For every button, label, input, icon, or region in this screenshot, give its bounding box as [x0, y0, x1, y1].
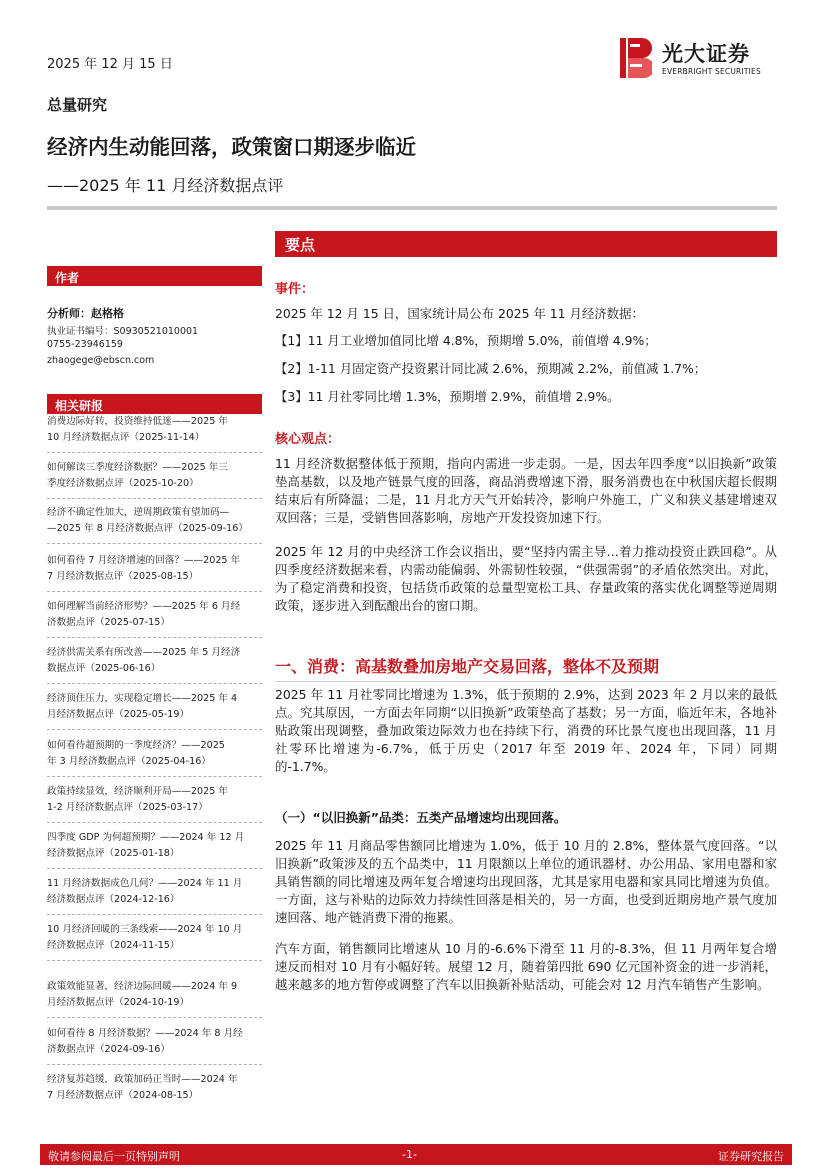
report-category: 总量研究: [47, 96, 108, 114]
report-subtitle: ——2025 年 11 月经济数据点评: [47, 176, 284, 195]
related-report-item[interactable]: 如何看待 7 月经济增速的回落？——2025 年 7 月经济数据点评（2025-08-15）: [47, 555, 241, 582]
subsection-paragraph: 2025 年 11 月商品零售额同比增速为 1.0%，低于 10 月的 2.8%，整体景气度回落。“以旧换新”政策涉及的五个品类中，11 月限额以上单位的通讯器材、办公用品、家用电器和家具销售额的同比增速及两年复合增速均出现回落，尤其是家用电器和家具同比增速为负值。一方面，这与补贴的边际效力持续性回落是相关的，另一方面，也受到近期房地产景气度加速回落、地产链消费下滑的拖累。: [275, 838, 777, 925]
section-paragraph: 2025 年 11 月社零同比增速为 1.3%，低于预期的 2.9%，达到 2023 年 2 月以来的最低点。究其原因，一方面去年同期“以旧换新”政策垫高了基数；另一方面，临近年末，各地补贴政策出现调整，叠加政策边际效力也在持续下行，消费的环比景气度也出现回落，11 月社零环比增速为-6.7%，低于历史（2017 年至 2019 年、2024 年，下同）同期的-1.7%。: [275, 687, 777, 774]
event-item: 【3】11 月社零同比增 1.3%，预期增 2.9%，前值增 2.9%。: [275, 389, 620, 404]
disclaimer-link[interactable]: 敬请参阅最后一页特别声明: [48, 1150, 180, 1163]
subsection-heading: （一）“以旧换新”品类：五类产品增速均出现回落。: [275, 810, 567, 825]
analyst-phone: 0755-23946159: [47, 339, 123, 350]
related-divider: [47, 1017, 262, 1018]
related-reports-heading: 相关研报: [47, 394, 262, 414]
related-divider: [47, 683, 262, 684]
related-report-item[interactable]: 政策持续显效，经济顺利开局——2025 年 1-2 月经济数据点评（2025-03-17）: [47, 786, 228, 813]
header-divider: [47, 206, 777, 210]
related-report-item[interactable]: 如何看待超预期的一季度经济？——2025 年 3 月经济数据点评（2025-04-16）: [47, 740, 225, 767]
core-view-paragraph: 11 月经济数据整体低于预期，指向内需进一步走弱。一是，因去年四季度“以旧换新”政策垫高基数，以及地产链景气度的回落，商品消费增速下滑，服务消费也在中秋国庆超长假期结束后有所降温；二是，11 月北方天气开始转冷，影响户外施工，广义和狭义基建增速双双回落；三是，受销售回落影响，房地产开发投资加速下行。: [275, 456, 777, 525]
logo-text-en: EVERBRIGHT SECURITIES: [662, 67, 761, 76]
section-divider: [275, 681, 777, 682]
related-divider: [47, 914, 262, 915]
core-view-paragraph: 2025 年 12 月的中央经济工作会议指出，要“坚持内需主导…着力推动投资止跌回稳”。从四季度经济数据来看，内需动能偏弱、外需韧性较强，“供强需弱”的矛盾依然突出。对此，为了稳定消费和投资，包括货币政策的总量型宽松工具、存量政策的落实优化调整等逆周期政策，逐步进入到酝酿出台的窗口期。: [275, 544, 777, 613]
key-points-heading: 要点: [275, 231, 777, 257]
related-report-item[interactable]: 如何解读三季度经济数据？——2025 年三 季度经济数据点评（2025-10-20）: [47, 462, 228, 489]
logo-text-cn: 光大证券: [662, 42, 750, 66]
related-report-item[interactable]: 如何看待 8 月经济数据？——2024 年 8 月经 济数据点评（2024-09-16）: [47, 1028, 243, 1055]
related-report-item[interactable]: 10 月经济回暖的三条线索——2024 年 10 月 经济数据点评（2024-11-15）: [47, 924, 243, 951]
subsection-paragraph: 汽车方面，销售额同比增速从 10 月的-6.6%下滑至 11 月的-8.3%，但 11 月两年复合增速反而相对 10 月有小幅好转。展望 12 月，随着第四批 690 亿元国补资金的进一步消耗，越来越多的地方暂停或调整了汽车以旧换新补贴活动，可能会对 12 月汽车销售产生影响。: [275, 941, 777, 992]
related-report-item[interactable]: 经济顶住压力，实现稳定增长——2025 年 4 月经济数据点评（2025-05-19）: [47, 693, 238, 720]
core-view-label: 核心观点：: [275, 432, 341, 447]
related-divider: [47, 729, 262, 730]
related-divider: [47, 776, 262, 777]
page-footer: [40, 1144, 792, 1165]
analyst-name: 分析师：赵格格: [47, 307, 124, 320]
related-report-item[interactable]: 11 月经济数据成色几何？——2024 年 11 月 经济数据点评（2024-12-16）: [47, 878, 243, 905]
related-divider: [47, 868, 262, 869]
related-report-item[interactable]: 经济复苏趋缓，政策加码正当时——2024 年 7 月经济数据点评（2024-08-15）: [47, 1074, 238, 1101]
event-label: 事件：: [275, 282, 315, 297]
report-title: 经济内生动能回落，政策窗口期逐步临近: [47, 135, 416, 159]
report-type: 证券研究报告: [718, 1150, 784, 1163]
related-report-item[interactable]: 四季度 GDP 为何超预期？——2024 年 12 月 经济数据点评（2025-01-18）: [47, 832, 245, 859]
related-divider: [47, 822, 262, 823]
everbright-logo: [618, 36, 778, 84]
analyst-email[interactable]: zhaogege@ebscn.com: [47, 355, 155, 366]
event-item: 【2】1-11 月固定资产投资累计同比减 2.6%，预期减 2.2%，前值减 1.7%；: [275, 361, 707, 376]
related-divider: [47, 637, 262, 638]
section-heading: 一、消费：高基数叠加房地产交易回落，整体不及预期: [275, 657, 660, 676]
related-divider: [47, 591, 262, 592]
related-divider: [47, 1064, 262, 1065]
author-heading: 作者: [47, 266, 262, 286]
related-report-item[interactable]: 经济不确定性加大，逆周期政策有望加码— —2025 年 8 月经济数据点评（2025-09-16）: [47, 507, 248, 534]
related-report-item[interactable]: 经济供需关系有所改善——2025 年 5 月经济 数据点评（2025-06-16）: [47, 647, 241, 674]
report-date: 2025 年 12 月 15 日: [47, 57, 173, 72]
page-number: -1-: [402, 1148, 417, 1161]
event-intro: 2025 年 12 月 15 日，国家统计局公布 2025 年 11 月经济数据：: [275, 306, 644, 321]
related-divider: [47, 452, 262, 453]
related-divider: [47, 498, 262, 499]
related-divider: [47, 960, 262, 961]
related-report-item[interactable]: 如何理解当前经济形势？——2025 年 6 月经 济数据点评（2025-07-15）: [47, 601, 241, 628]
event-item: 【1】11 月工业增加值同比增 4.8%，预期增 5.0%，前值增 4.9%；: [275, 333, 657, 348]
everbright-logo-icon: [618, 36, 652, 80]
related-report-item[interactable]: 消费边际好转，投资维持低迷——2025 年 10 月经济数据点评（2025-11-14）: [47, 416, 228, 443]
related-divider: [47, 543, 262, 544]
analyst-cert: 执业证书编号：S0930521010001: [47, 326, 199, 337]
related-report-item[interactable]: 政策效能显著，经济边际回暖——2024 年 9 月经济数据点评（2024-10-19）: [47, 981, 238, 1008]
